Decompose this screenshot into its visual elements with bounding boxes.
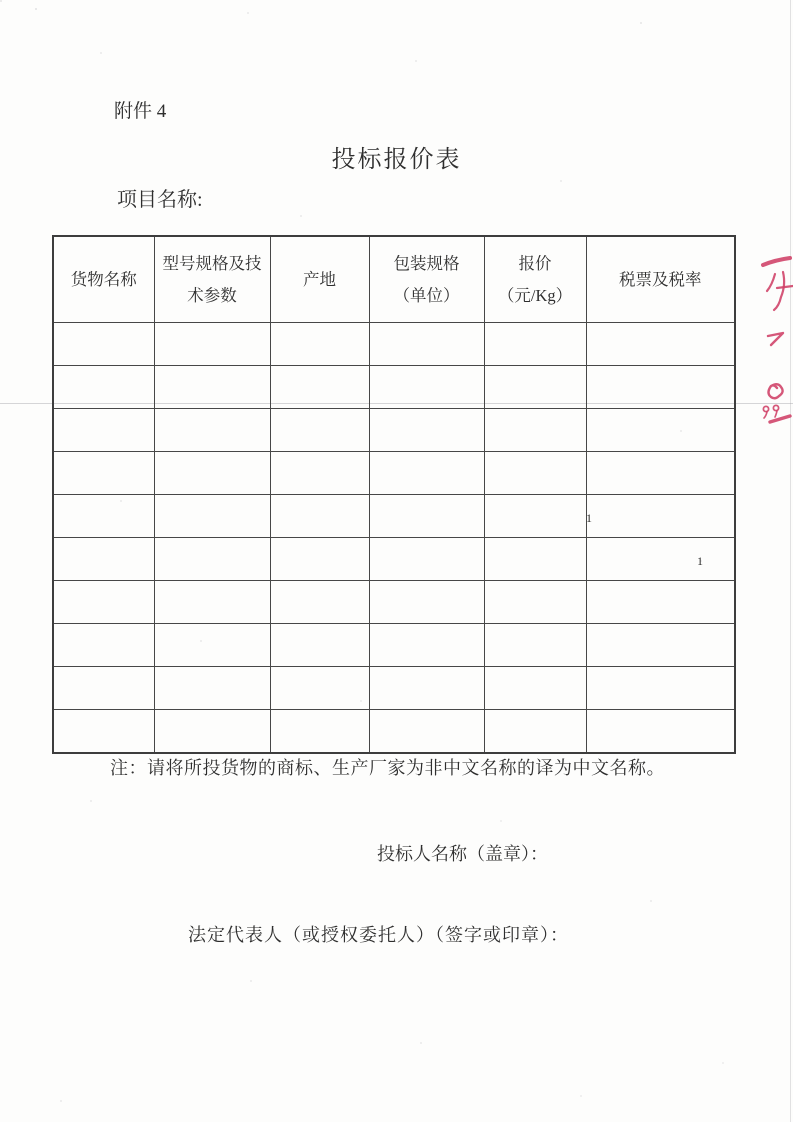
table-cell-empty bbox=[270, 366, 369, 409]
legal-representative-label: 法定代表人（或授权委托人）（签字或印章）： bbox=[188, 925, 569, 945]
column-header-2: 型号规格及技 术参数 bbox=[154, 236, 270, 323]
table-cell-empty bbox=[484, 581, 586, 624]
table-cell-empty bbox=[369, 452, 484, 495]
table-row bbox=[53, 452, 735, 495]
table-cell-empty bbox=[270, 409, 369, 452]
table-cell-empty bbox=[484, 323, 586, 366]
table-cell-empty bbox=[369, 710, 484, 754]
table-cell-empty bbox=[154, 409, 270, 452]
table-cell-empty bbox=[53, 581, 154, 624]
table-cell-empty bbox=[586, 409, 735, 452]
note-text: 注：请将所投货物的商标、生产厂家为非中文名称的译为中文名称。 bbox=[110, 758, 665, 778]
table-cell-empty bbox=[270, 710, 369, 754]
table-cell-empty bbox=[484, 538, 586, 581]
table-cell-empty bbox=[154, 710, 270, 754]
table-cell-empty bbox=[484, 409, 586, 452]
table-cell-empty bbox=[270, 581, 369, 624]
table-cell-empty bbox=[53, 452, 154, 495]
table-cell-empty bbox=[369, 323, 484, 366]
bidder-name-seal-label: 投标人名称（盖章）： bbox=[377, 844, 548, 864]
table-row bbox=[53, 581, 735, 624]
table-cell-empty bbox=[369, 366, 484, 409]
table-cell-empty bbox=[369, 495, 484, 538]
table-row bbox=[53, 409, 735, 452]
table-cell-empty bbox=[53, 624, 154, 667]
column-header-3: 产地 bbox=[270, 236, 369, 323]
table-cell-empty bbox=[270, 538, 369, 581]
table-cell-empty bbox=[154, 452, 270, 495]
table-row bbox=[53, 366, 735, 409]
table-cell-empty bbox=[53, 538, 154, 581]
table-row bbox=[53, 323, 735, 366]
table-cell-empty bbox=[484, 366, 586, 409]
table-cell-empty bbox=[154, 624, 270, 667]
table-cell-empty bbox=[586, 538, 735, 581]
project-name-label: 项目名称: bbox=[117, 189, 203, 211]
table-header-row bbox=[53, 236, 735, 323]
table-cell-empty bbox=[484, 667, 586, 710]
table-cell-empty bbox=[270, 495, 369, 538]
table-cell-empty bbox=[53, 710, 154, 754]
stray-page-number-mark: 1 bbox=[697, 554, 703, 568]
table-row bbox=[53, 667, 735, 710]
table-cell-empty bbox=[53, 366, 154, 409]
page-title: 投标报价表 bbox=[331, 147, 462, 173]
table-cell-empty bbox=[586, 581, 735, 624]
table-cell-empty bbox=[154, 581, 270, 624]
table-header bbox=[53, 236, 735, 323]
table-cell-empty bbox=[586, 452, 735, 495]
table-cell-empty bbox=[53, 323, 154, 366]
table-cell-empty bbox=[154, 323, 270, 366]
table-cell-empty bbox=[369, 624, 484, 667]
stray-page-number-mark: 1 bbox=[586, 511, 592, 525]
table-cell-empty bbox=[154, 538, 270, 581]
table-cell-empty bbox=[154, 667, 270, 710]
table-cell-empty bbox=[369, 581, 484, 624]
table-cell-empty bbox=[154, 495, 270, 538]
table-body bbox=[53, 323, 735, 754]
table-cell-empty bbox=[369, 409, 484, 452]
table-cell-empty bbox=[586, 366, 735, 409]
column-header-5: 报价 （元/Kg） bbox=[484, 236, 586, 323]
table-cell-empty bbox=[484, 452, 586, 495]
table-cell-empty bbox=[53, 495, 154, 538]
table-cell-empty bbox=[53, 409, 154, 452]
table-cell-empty bbox=[484, 710, 586, 754]
column-header-6: 税票及税率 bbox=[586, 236, 735, 323]
table-cell-empty bbox=[484, 624, 586, 667]
table-cell-empty bbox=[270, 323, 369, 366]
column-header-1: 货物名称 bbox=[53, 236, 154, 323]
table-cell-empty bbox=[586, 495, 735, 538]
table-cell-empty bbox=[586, 667, 735, 710]
table-cell-empty bbox=[484, 495, 586, 538]
table-row bbox=[53, 624, 735, 667]
column-header-4: 包装规格 （单位） bbox=[369, 236, 484, 323]
table-cell-empty bbox=[270, 667, 369, 710]
table-row bbox=[53, 495, 735, 538]
table-row bbox=[53, 538, 735, 581]
table-cell-empty bbox=[586, 624, 735, 667]
table-cell-empty bbox=[586, 710, 735, 754]
table-cell-empty bbox=[53, 667, 154, 710]
table-cell-empty bbox=[369, 538, 484, 581]
table-cell-empty bbox=[270, 452, 369, 495]
table-row bbox=[53, 710, 735, 754]
attachment-label: 附件 4 bbox=[114, 101, 167, 122]
table-cell-empty bbox=[369, 667, 484, 710]
table-cell-empty bbox=[270, 624, 369, 667]
red-pen-marks bbox=[753, 248, 793, 428]
bid-quotation-table bbox=[52, 235, 736, 754]
table-cell-empty bbox=[586, 323, 735, 366]
table-cell-empty bbox=[154, 366, 270, 409]
